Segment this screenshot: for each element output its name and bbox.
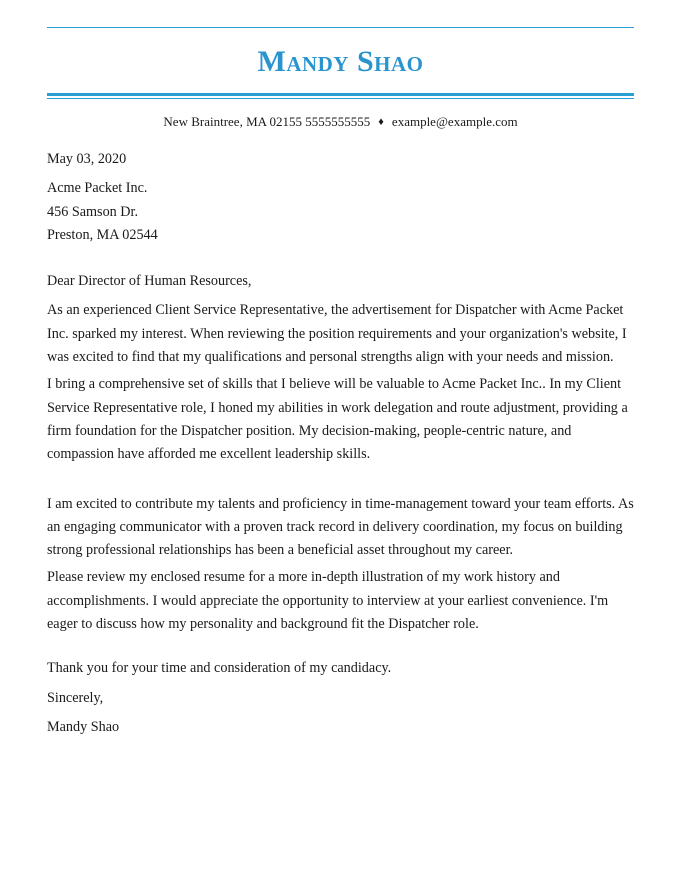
closing: Sincerely, <box>47 689 104 706</box>
contact-address: New Braintree, MA 02155 <box>163 114 303 129</box>
contact-email: example@example.com <box>391 114 518 129</box>
salutation: Dear Director of Human Resources, <box>47 273 252 290</box>
signature: Mandy Shao <box>47 718 120 735</box>
header-thin-rule <box>47 98 634 99</box>
recipient-company: Acme Packet Inc. <box>47 180 148 197</box>
letter-date: May 03, 2020 <box>47 151 127 167</box>
letter-body <box>47 148 637 739</box>
diamond-separator-icon: ♦ <box>378 116 384 128</box>
recipient-city: Preston, MA 02544 <box>47 226 158 243</box>
applicant-name: Mandy Shao <box>257 45 424 78</box>
contact-phone: 5555555555 <box>305 114 371 129</box>
recipient-street: 456 Samson Dr. <box>47 203 139 220</box>
paragraph-contribution: I am excited to contribute my talents and proficiency in time-management toward your team efforts. As an engaging communicator with a proven track record in delivery coordination, my focus on building strong professional relationships has been a beneficial asset throughout my career. <box>47 495 634 559</box>
header-thick-rule <box>47 93 634 96</box>
paragraph-skills: I bring a comprehensive set of skills that I believe will be valuable to Acme Packet Inc.. In my Client Service Representative role, I honed my abilities in work delegation and route adjustment, providing a firm foundation for the Dispatcher position. My decision-making, people-centric nature, and compassion have afforded me excellent leadership skills. <box>47 376 628 463</box>
thanks-line: Thank you for your time and consideration of my candidacy. <box>47 660 392 677</box>
paragraph-intro: As an experienced Client Service Representative, the advertisement for Dispatcher with Acme Packet Inc. sparked my interest. When reviewing the position requirements and your organization's website, I was excited to find that my qualifications and personal strengths align with your needs and mission. <box>47 302 627 366</box>
paragraph-call-to-action: Please review my enclosed resume for a more in-depth illustration of my work history and accomplishments. I would appreciate the opportunity to interview at your earliest convenience. I'm eager to discuss how my personality and background fit the Dispatcher role. <box>47 569 609 633</box>
contact-line <box>47 113 634 132</box>
header-top-rule <box>47 27 634 28</box>
